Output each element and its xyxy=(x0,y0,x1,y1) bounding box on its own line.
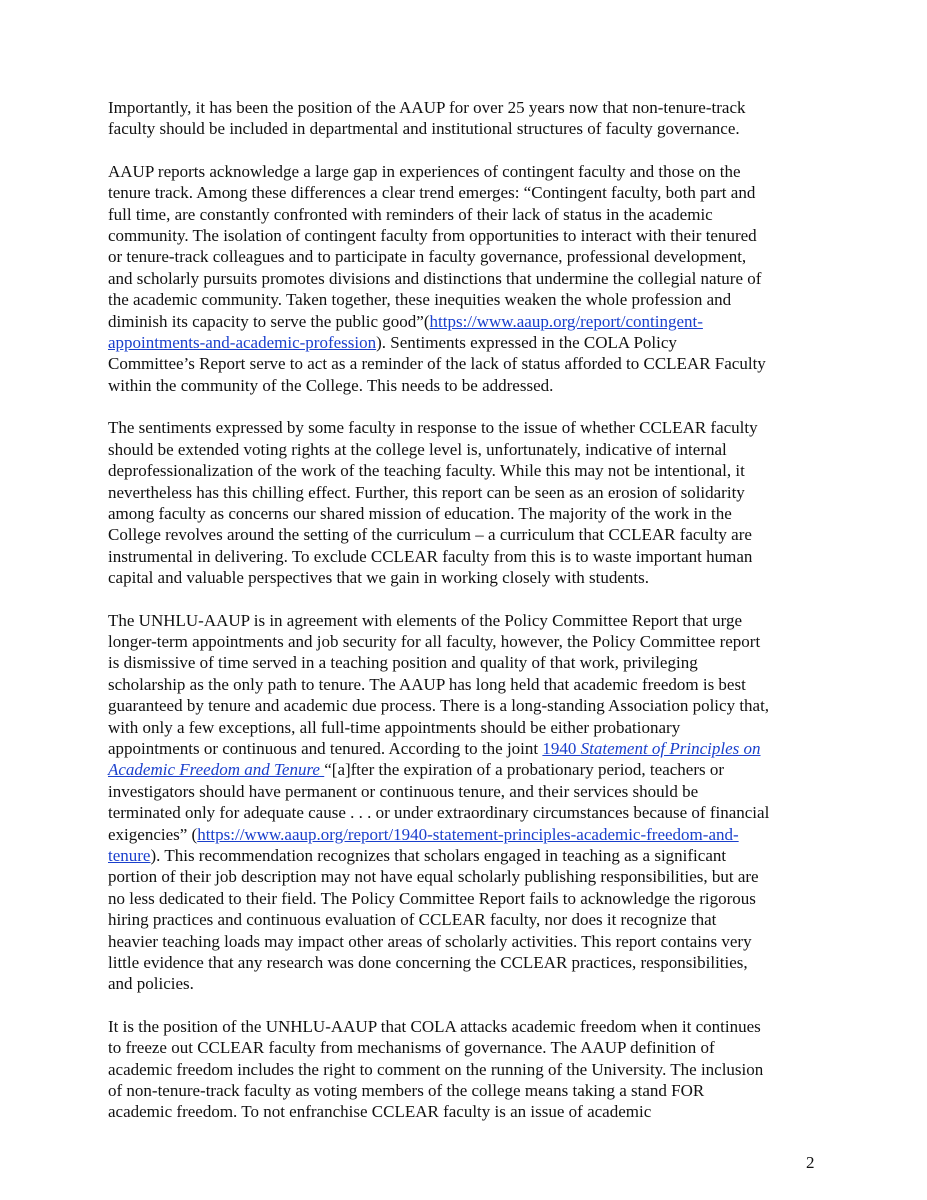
page-number: 2 xyxy=(806,1153,815,1172)
paragraph-tenure-policy xyxy=(108,610,820,995)
paragraph-text: “[a]fter the expiration of a probationary period, teachers or investigators should have permanent or continuous tenure, and their services should be terminated only for adequate cause . . . or under extraordinary circumstances because of financial exigencies” ( xyxy=(108,760,770,844)
paragraph-text: It is the position of the UNHLU-AAUP that COLA attacks academic freedom when it continues to freeze out CCLEAR faculty from mechanisms of governance. The AAUP definition of academic freedom includes the right to comment on the running of the University. The inclusion of non-tenure-track faculty as voting members of the college means taking a stand FOR academic freedom. To not enfranchise CCLEAR faculty is an issue of academic xyxy=(108,1016,764,1122)
paragraph-text: ). This recommendation recognizes that scholars engaged in teaching as a significant portion of their job description may not have equal scholarly publishing responsibilities, but are no less dedicated to their field. The Policy Committee Report fails to acknowledge the rigorous hiring practices and continuous evaluation of CCLEAR faculty, nor does it recognize that heavier teaching loads may impact other areas of scholarly activities. This report contains very little evidence that any research was done concerning the CCLEAR practices, responsibilities, and policies. xyxy=(108,846,759,994)
link-1940-year: 1940 xyxy=(542,738,581,758)
paragraph-text: ). Sentiments expressed in the COLA Policy Committee’s Report serve to act as a reminder of the lack of status afforded to CCLEAR Faculty within the community of the College. This needs to be addressed. xyxy=(108,333,766,395)
paragraph-voting-rights xyxy=(108,417,820,588)
paragraph-text: The sentiments expressed by some faculty in response to the issue of whether CCLEAR faculty should be extended voting rights at the college level is, unfortunately, indicative of internal deprofessionalization of the work of the teaching faculty. While this may not be intentional, it nevertheless has this chilling effect. Further, this report can be seen as an erosion of solidarity among faculty as concerns our shared mission of education. The majority of the work in the College revolves around the setting of the curriculum – a curriculum that CCLEAR faculty are instrumental in delivering. To exclude CCLEAR faculty from this is to waste important human capital and valuable perspectives that we gain in working closely with students. xyxy=(108,418,758,588)
paragraph-text: AAUP reports acknowledge a large gap in experiences of contingent faculty and those on the tenure track. Among these differences a clear trend emerges: “Contingent faculty, both part and full time, are constantly confronted with reminders of their lack of status in the academic community. The isolation of contingent faculty from opportunities to interact with their tenured or tenure-track colleagues and to participate in faculty governance, professional development, and scholarly pursuits promotes divisions and distinctions that undermine the collegial nature of the academic community. Taken together, these inequities weaken the whole profession and diminish its capacity to serve the public good”( xyxy=(108,161,762,331)
paragraph-text: Importantly, it has been the position of the AAUP for over 25 years now that non-tenure-track faculty should be included in departmental and institutional structures of faculty governance. xyxy=(108,98,746,139)
link-1940-statement-url[interactable]: https://www.aaup.org/report/1940-statement-principles-academic-freedom-and- tenure xyxy=(108,824,739,865)
link-1940-statement-italic-title: Statement of Principles on Academic Freedom and Tenure xyxy=(108,738,761,780)
link-contingent-appointments-report[interactable]: https://www.aaup.org/report/contingent- appointments-and-academic-profession xyxy=(108,311,703,353)
paragraph-governance xyxy=(108,97,820,140)
paragraph-text: The UNHLU-AAUP is in agreement with elements of the Policy Committee Report that urge longer-term appointments and job security for all faculty, however, the Policy Committee report is dismissive of time served in a teaching position and quality of that work, privileging scholarship as the only path to tenure. The AAUP has long held that academic freedom is best guaranteed by tenure and academic due process. There is a long-standing Association policy that, with only a few exceptions, all full-time appointments should be either probationary appointments or continuous and tenured. According to the joint xyxy=(108,610,770,758)
document-body xyxy=(108,97,820,1123)
paragraph-academic-freedom xyxy=(108,1016,820,1123)
paragraph-contingent-faculty xyxy=(108,161,820,396)
